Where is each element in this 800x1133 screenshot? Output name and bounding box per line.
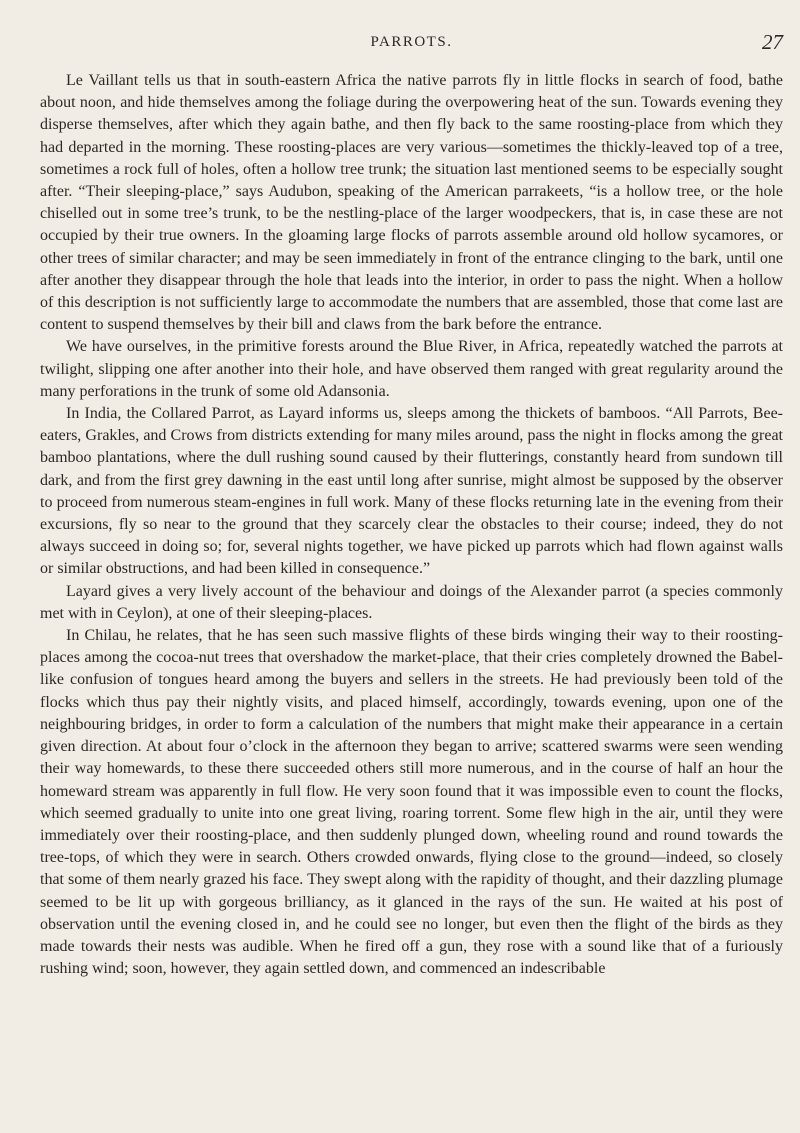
paragraph-le-vaillant: Le Vaillant tells us that in south-eastern Africa the native parrots fly in little flocks in search of food, bathe about noon, and hide themselves among the foliage during the overpowering heat of the sun. Towards evening they disperse themselves, after which they again bathe, and then fly back to the same roosting-place from which they had departed in the morning. These roosting-places are very various—sometimes the thickly-leaved top of a tree, sometimes a rock full of holes, often a hollow tree trunk; the situation last mentioned seems to be especially sought after. “Their sleeping-place,” says Audubon, speaking of the American parrakeets, “is a hollow tree, or the hole chiselled out in some tree’s trunk, to be the nestling-place of the larger woodpeckers, that is, in case these are not occupied by their true owners. In the gloaming large flocks of parrots assemble around old hollow sycamores, or other trees of similar character; and may be seen immediately in front of the entrance clinging to the bark, until one after another they disappear through the hole that leads into the interior, in order to pass the night. When a hollow of this description is not sufficiently large to accommodate the numbers that are assembled, those that come last are content to suspend themselves by their bill and claws from the bark before the entrance. [40,72,783,334]
paragraph-alexander-parrot: Layard gives a very lively account of the behaviour and doings of the Alexander parrot (a species commonly met with in Ceylon), at one of their sleeping-places. [40,582,783,622]
paragraph-chilau: In Chilau, he relates, that he has seen such massive flights of these birds winging their way to their roosting-places among the cocoa-nut trees that overshadow the market-place, that their cries completely drowned the Babel-like confusion of tongues heard among the buyers and sellers in the streets. He had previously been told of the flocks which thus pay their nightly visits, and placed himself, accordingly, towards evening, upon one of the neighbouring bridges, in order to form a calculation of the numbers that might make their appearance in a certain given direction. At about four o’clock in the afternoon they began to arrive; scattered swarms were seen wending their way homewards, to these there succeeded others still more numerous, and in the course of half an hour the homeward stream was apparently in full flow. He very soon found that it was impossible even to count the flocks, which seemed gradually to unite into one great living, roaring torrent. Some flew high in the air, until they were immediately over their roosting-place, and then suddenly plunged down, wheeling round and round towards the tree-tops, of which they were in search. Others crowded onwards, flying close to the ground—indeed, so closely that some of them nearly grazed his face. They swept along with the rapidity of thought, and their dazzling plumage seemed to be lit up with gorgeous brilliancy, as it glanced in the rays of the sun. He waited at his post of observation until the evening closed in, and he could see no longer, but even then the flight of the birds as they made towards their nests was audible. When he fired off a gun, they rose with a sound like that of a furiously rushing wind; soon, however, they again settled down, and commenced an indescribable [40,627,783,978]
page-header [40,30,783,60]
paragraph-blue-river: We have ourselves, in the primitive forests around the Blue River, in Africa, repeatedly watched the parrots at twilight, slipping one after another into their hole, and have observed them ranged with great regularity around the many perforations in the trunk of some old Adansonia. [40,338,783,400]
body-text [40,70,783,980]
running-title: PARROTS. [370,34,453,50]
page-number: 27 [762,30,783,54]
paragraph-india-collared-parrot: In India, the Collared Parrot, as Layard informs us, sleeps among the thickets of bamboos. “All Parrots, Bee-eaters, Grakles, and Crows from districts extending for many miles around, pass the night in flocks among the great bamboo plantations, where the dull rushing sound caused by their flutterings, constantly heard from sundown till dark, and from the first grey dawning in the east until long after sunrise, might almost be supposed by the observer to proceed from numerous steam-engines in full work. Many of these flocks returning late in the evening from their excursions, fly so near to the ground that they scarcely clear the obstacles to their course; indeed, they do not always succeed in doing so; for, several nights together, we have picked up parrots which had flown against walls or similar obstructions, and had been killed in consequence.” [40,405,783,578]
